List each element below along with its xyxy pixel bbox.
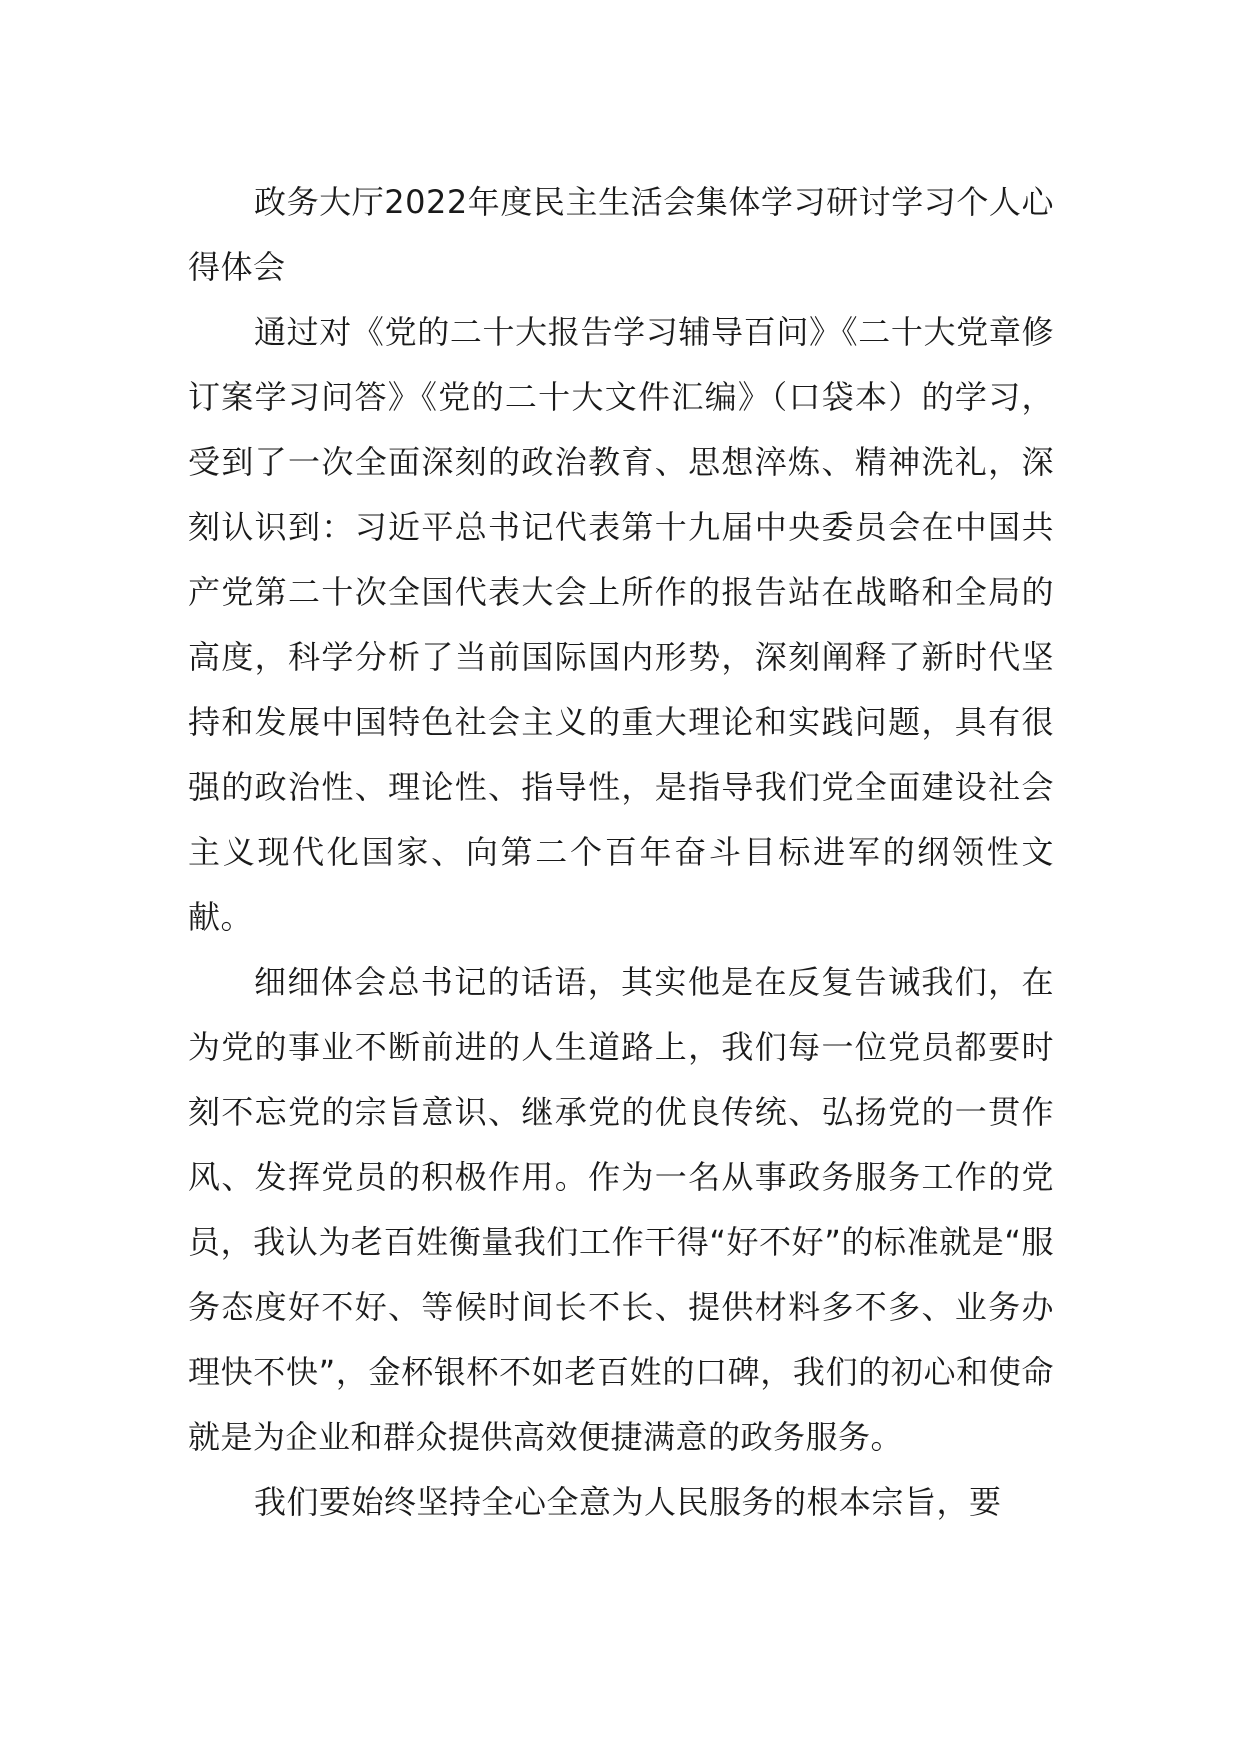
paragraph-2: 细细体会总书记的话语，其实他是在反复告诫我们，在为党的事业不断前进的人生道路上，我们每一位党员都要时刻不忘党的宗旨意识、继承党的优良传统、弘扬党的一贯作风、发挥党员的积极作用。作为一名从事政务服务工作的党员，我认为老百姓衡量我们工作干得“好不好”的标准就是“服务态度好不好、等候时间长不长、提供材料多不多、业务办理快不快”，金杯银杯不如老百姓的口碑，我们的初心和使命就是为企业和群众提供高效便捷满意的政务服务。 <box>188 963 1054 1456</box>
paragraph-3: 我们要始终坚持全心全意为人民服务的根本宗旨，要 <box>254 1483 1002 1521</box>
paragraph-1: 通过对《党的二十大报告学习辅导百问》《二十大党章修订案学习问答》《党的二十大文件汇编》（口袋本）的学习，受到了一次全面深刻的政治教育、思想淬炼、精神洗礼，深刻认识到：习近平总书记代表第十九届中央委员会在中国共产党第二十次全国代表大会上所作的报告站在战略和全局的高度，科学分析了当前国际国内形势，深刻阐释了新时代坚持和发展中国特色社会主义的重大理论和实践问题，具有很强的政治性、理论性、指导性，是指导我们党全面建设社会主义现代化国家、向第二个百年奋斗目标进军的纲领性文献。 <box>188 313 1054 936</box>
document-title: 政务大厅2022年度民主生活会集体学习研讨学习个人心得体会 <box>188 183 1054 286</box>
document-page <box>188 170 1054 1535</box>
